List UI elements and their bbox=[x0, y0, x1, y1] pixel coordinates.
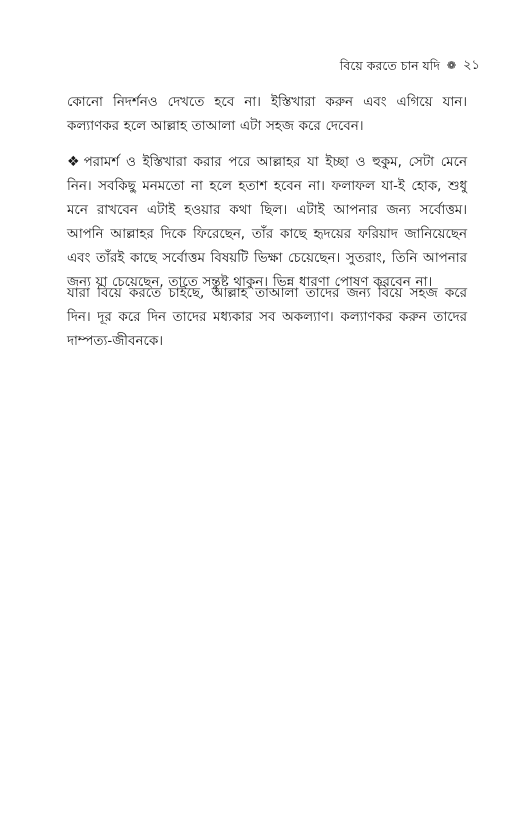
flower-ornament-icon: ❁ bbox=[446, 59, 457, 72]
running-header-title: বিয়ে করতে চান যদি bbox=[339, 58, 440, 73]
paragraph-1 bbox=[67, 91, 467, 139]
paragraph-3 bbox=[67, 282, 467, 354]
bullet-paragraph bbox=[67, 150, 467, 295]
paragraph-text: পরামর্শ ও ইস্তিখারা করার পরে আল্লাহর যা ইচ্ছা ও হুকুম, সেটা মেনে নিন। সবকিছু মনমতো না হলে হতাশ হবেন না। ফলাফল যা-ই হোক, শুধু মনে রাখবেন এটাই হওয়ার কথা ছিল। এটাই আপনার জন্য সর্বোত্তম। আপনি আল্লাহর দিকে ফিরেছেন, তাঁর কাছে হৃদয়ের ফরিয়াদ জানিয়েছেন এবং তাঁরই কাছে সর্বোত্তম বিষয়টি ভিক্ষা চেয়েছেন। সুতরাং, তিনি আপনার জন্য যা চেয়েছেন, তাতে সন্তুষ্ট থাকুন। ভিন্ন ধারণা পোষণ করবেন না। bbox=[67, 155, 467, 290]
paragraph-text: কোনো নিদর্শনও দেখতে হবে না। ইস্তিখারা করুন এবং এগিয়ে যান। কল্যাণকর হলে আল্লাহ তাআলা এটা সহজ করে দেবেন। bbox=[67, 95, 467, 134]
paragraph-text: যারা বিয়ে করতে চাইছে, আল্লাহ তাআলা তাদের জন্য বিয়ে সহজ করে দিন। দূর করে দিন তাদের মধ্যকার সব অকল্যাণ। কল্যাণকর করুন তাদের দাম্পত্য-জীবনকে। bbox=[67, 286, 467, 349]
running-header bbox=[340, 58, 480, 74]
diamond-bullet-icon: ❖ bbox=[67, 154, 80, 170]
page-number: ২১ bbox=[463, 58, 480, 73]
paragraph-2 bbox=[67, 150, 467, 295]
